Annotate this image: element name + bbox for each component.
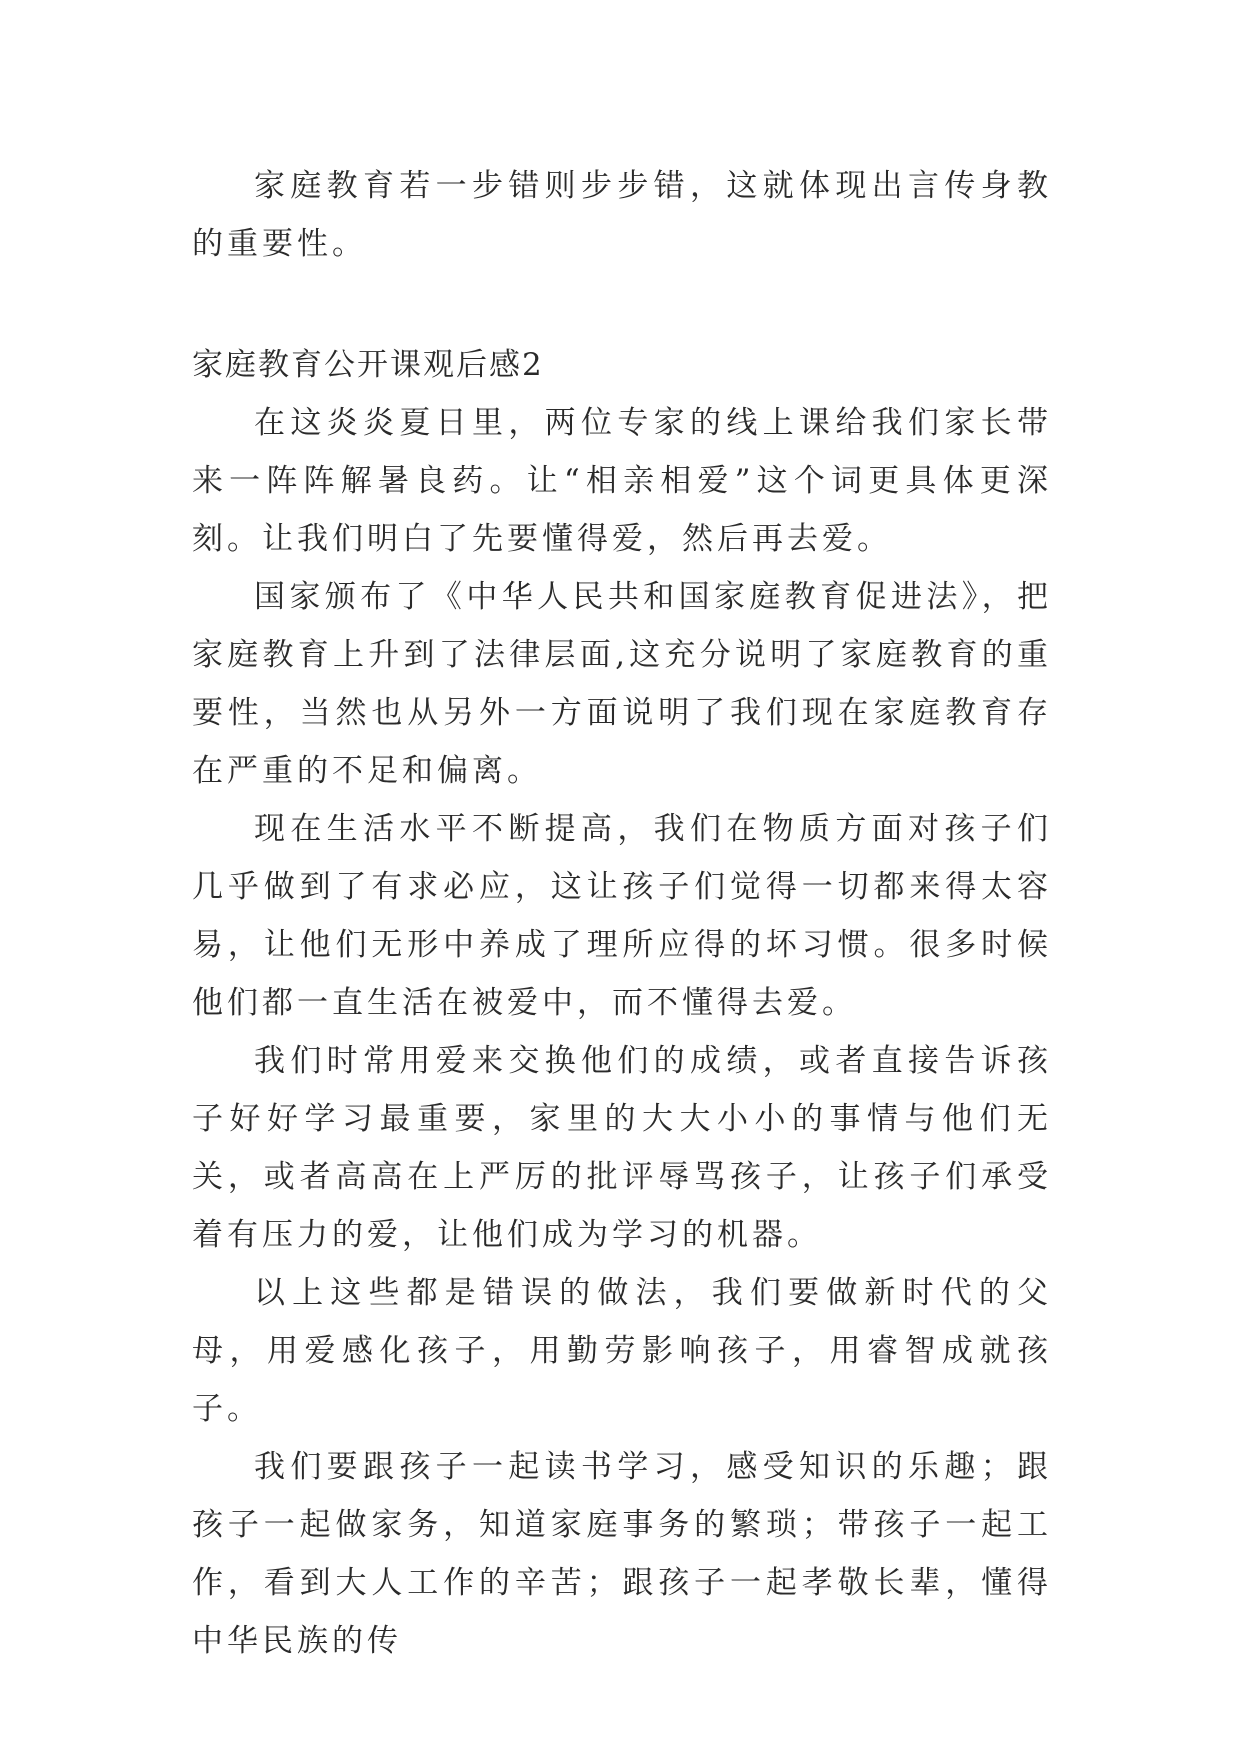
paragraph: 国家颁布了《中华人民共和国家庭教育促进法》，把家庭教育上升到了法律层面,这充分说明了家庭教育的重要性，当然也从另外一方面说明了我们现在家庭教育存在严重的不足和偏离。 — [192, 579, 1052, 789]
main-section — [192, 336, 1052, 1670]
paragraph: 我们时常用爱来交换他们的成绩，或者直接告诉孩子好好学习最重要，家里的大大小小的事情与他们无关，或者高高在上严厉的批评辱骂孩子，让孩子们承受着有压力的爱，让他们成为学习的机器。 — [192, 1043, 1052, 1253]
paragraph: 在这炎炎夏日里，两位专家的线上课给我们家长带来一阵阵解暑良药。让“相亲相爱”这个词更具体更深刻。让我们明白了先要懂得爱，然后再去爱。 — [192, 405, 1052, 557]
paragraph-intro: 家庭教育若一步错则步步错，这就体现出言传身教的重要性。 — [192, 168, 1052, 262]
paragraph: 以上这些都是错误的做法，我们要做新时代的父母，用爱感化孩子，用勤劳影响孩子，用睿智成就孩子。 — [192, 1275, 1052, 1427]
paragraph: 我们要跟孩子一起读书学习，感受知识的乐趣；跟孩子一起做家务，知道家庭事务的繁琐；带孩子一起工作，看到大人工作的辛苦；跟孩子一起孝敬长辈，懂得中华民族的传 — [192, 1449, 1052, 1659]
section-title: 家庭教育公开课观后感2 — [192, 347, 544, 383]
paragraph: 现在生活水平不断提高，我们在物质方面对孩子们几乎做到了有求必应，这让孩子们觉得一切都来得太容易，让他们无形中养成了理所应得的坏习惯。很多时候他们都一直生活在被爱中，而不懂得去爱。 — [192, 811, 1052, 1021]
top-section — [192, 157, 1052, 273]
